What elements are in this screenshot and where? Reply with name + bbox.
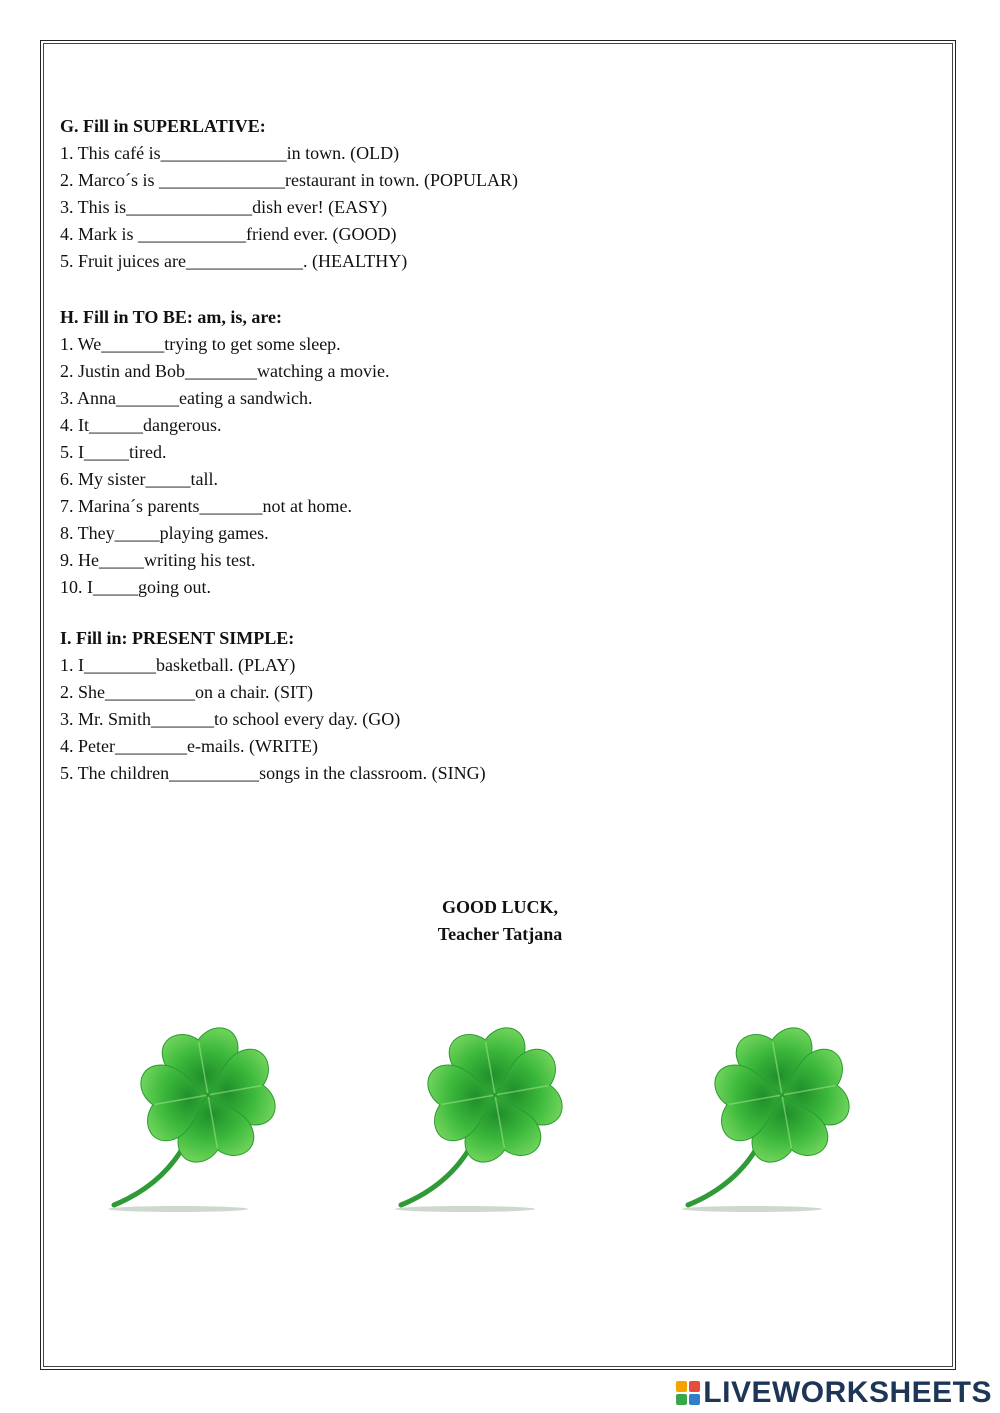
exercise-line: 9. He_____writing his test. — [60, 550, 256, 570]
logo-text: LIVEWORKSHEETS — [703, 1376, 992, 1409]
four-leaf-clover-icon — [108, 1005, 308, 1220]
exercise-line: 1. We_______trying to get some sleep. — [60, 334, 341, 354]
exercise-line: 2. Justin and Bob________watching a movie. — [60, 361, 390, 381]
exercise-line: 7. Marina´s parents_______not at home. — [60, 496, 352, 516]
four-leaf-clover-icon — [395, 1005, 595, 1220]
exercise-line: 3. Anna_______eating a sandwich. — [60, 388, 313, 408]
exercise-line: 5. I_____tired. — [60, 442, 167, 462]
exercise-line: 4. Mark is ____________friend ever. (GOOD) — [60, 224, 397, 244]
exercise-line: 3. This is______________dish ever! (EASY) — [60, 197, 388, 217]
four-leaf-clover-icon — [682, 1005, 882, 1220]
exercise-line: 4. It______dangerous. — [60, 415, 222, 435]
exercise-line: 1. This café is______________in town. (OLD) — [60, 143, 400, 163]
exercise-line: 1. I________basketball. (PLAY) — [60, 655, 296, 675]
section-present-simple — [60, 625, 486, 787]
exercise-line: 3. Mr. Smith_______to school every day. (GO) — [60, 709, 401, 729]
closing-signature: Teacher Tatjana — [437, 924, 563, 944]
exercise-line: 8. They_____playing games. — [60, 523, 269, 543]
section-heading: I. Fill in: PRESENT SIMPLE: — [60, 628, 295, 648]
liveworksheets-logo-icon — [676, 1381, 700, 1405]
section-heading: H. Fill in TO BE: am, is, are: — [60, 307, 283, 327]
liveworksheets-logo[interactable] — [676, 1375, 992, 1411]
exercise-line: 2. Marco´s is ______________restaurant in town. (POPULAR) — [60, 170, 518, 190]
exercise-line: 5. The children__________songs in the classroom. (SING) — [60, 763, 486, 783]
section-to-be — [60, 304, 389, 601]
exercise-line: 5. Fruit juices are_____________. (HEALTHY) — [60, 251, 408, 271]
exercise-line: 10. I_____going out. — [60, 577, 211, 597]
exercise-line: 6. My sister_____tall. — [60, 469, 218, 489]
section-heading: G. Fill in SUPERLATIVE: — [60, 116, 266, 136]
exercise-line: 4. Peter________e-mails. (WRITE) — [60, 736, 318, 756]
exercise-line: 2. She__________on a chair. (SIT) — [60, 682, 313, 702]
section-superlative — [60, 113, 518, 275]
closing-good-luck: GOOD LUCK, — [441, 897, 558, 917]
